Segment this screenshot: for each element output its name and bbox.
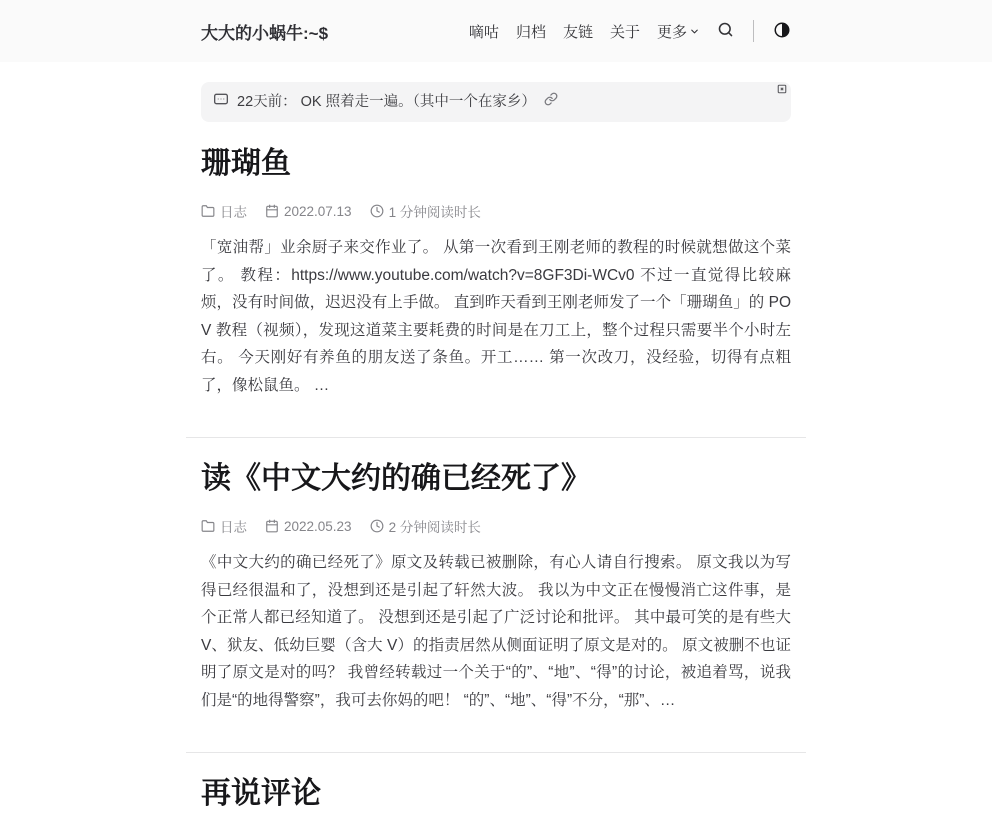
post-excerpt: 「宽油帮」业余厨子来交作业了。 从第一次看到王刚老师的教程的时候就想做这个菜了。 教程：https://www.youtube.com/watch?v=8GF3Di-WCv0 不过一直觉得比较麻烦，没有时间做，迟迟没有上手做。 直到昨天看到王刚老师发了一个「珊瑚鱼」的 POV 教程（视频），发现这道菜主要耗费的时间是在刀工上，整个过程只需要半个小时左右。 今天刚好有养鱼的朋友送了条鱼。开工…… 第一次改刀，没经验，切得有点粗了，像松鼠鱼。 … xyxy=(201,239,791,394)
post-title[interactable]: 读《中文大约的确已经死了》 xyxy=(201,462,591,495)
post-date xyxy=(265,519,352,534)
post-meta xyxy=(201,201,791,221)
search-icon xyxy=(717,21,734,41)
post-date-label: 2022.07.13 xyxy=(284,203,352,219)
post-divider xyxy=(186,437,806,438)
post-category xyxy=(201,516,247,536)
nav-item-archives[interactable]: 归档 xyxy=(515,23,546,41)
post-meta xyxy=(201,516,791,536)
post-entry xyxy=(201,459,791,714)
link-icon[interactable] xyxy=(544,92,558,112)
announcement-text: 22天前： OK 照着走一遍。（其中一个在家乡） xyxy=(237,94,536,110)
post-divider xyxy=(186,752,806,753)
post-category-label: 日志 xyxy=(220,205,247,220)
comment-icon xyxy=(213,91,229,113)
nav-item-links[interactable]: 友链 xyxy=(562,23,593,41)
post-date xyxy=(265,204,352,219)
nav-more-label: 更多 xyxy=(656,23,687,41)
calendar-icon xyxy=(265,204,279,218)
post-read-time-label: 2 分钟阅读时长 xyxy=(388,520,481,535)
post-title[interactable]: 再说评论 xyxy=(201,777,321,810)
main-nav xyxy=(469,20,791,42)
site-title[interactable]: 大大的小蜗牛:~$ xyxy=(201,23,329,43)
nav-item-about[interactable]: 关于 xyxy=(609,23,640,41)
post-read-time xyxy=(370,516,481,536)
post-title[interactable]: 珊瑚鱼 xyxy=(201,147,291,180)
post-read-time xyxy=(370,201,481,221)
clock-icon xyxy=(370,519,384,533)
folder-icon xyxy=(201,519,215,533)
calendar-icon xyxy=(265,519,279,533)
post-list xyxy=(201,62,791,814)
theme-toggle-button[interactable] xyxy=(773,21,791,42)
post-entry xyxy=(201,774,791,814)
post-read-time-label: 1 分钟阅读时长 xyxy=(388,205,481,220)
nav-divider xyxy=(753,20,754,42)
post-entry xyxy=(201,144,791,399)
site-header xyxy=(0,0,992,62)
announcement-bar xyxy=(201,82,791,122)
folder-icon xyxy=(201,204,215,218)
chevron-down-icon xyxy=(689,26,700,37)
close-icon xyxy=(777,82,787,97)
nav-item-more[interactable] xyxy=(657,21,700,42)
nav-item-memos[interactable]: 嘀咕 xyxy=(468,23,499,41)
clock-icon xyxy=(370,204,384,218)
post-category xyxy=(201,201,247,221)
contrast-icon xyxy=(773,21,791,42)
post-date-label: 2022.05.23 xyxy=(284,518,352,534)
post-category-label: 日志 xyxy=(220,520,247,535)
search-button[interactable] xyxy=(717,21,734,41)
post-excerpt: 《中文大约的确已经死了》原文及转载已被删除，有心人请自行搜索。 原文我以为写得已经很温和了，没想到还是引起了轩然大波。 我以为中文正在慢慢消亡这件事，是个正常人都已经知道了。 没想到还是引起了广泛讨论和批评。 其中最可笑的是有些大 V、狱友、低幼巨婴（含大 V）的指责居然从侧面证明了原文是对的。 原文被删不也证明了原文是对的吗？ 我曾经转载过一个关于“的”、“地”、“得”的讨论，被追着骂，说我们是“的地得警察”，我可去你妈的吧！ “的”、“地”、“得”不分，“那”、… xyxy=(201,554,791,709)
announcement-close-button[interactable] xyxy=(777,84,787,94)
